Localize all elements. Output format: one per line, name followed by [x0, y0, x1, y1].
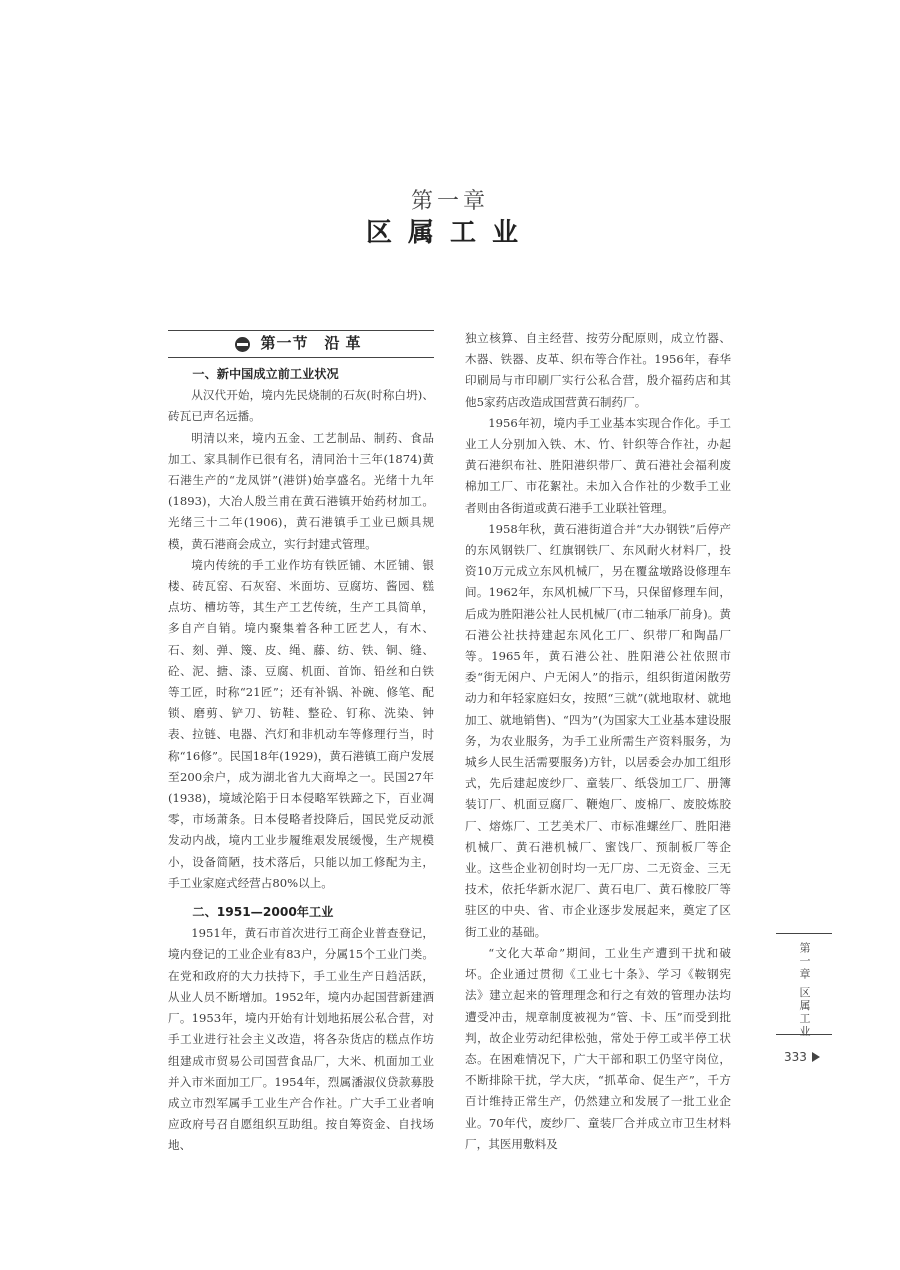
section-name: 沿革 [324, 334, 367, 353]
page-number-block [784, 1050, 820, 1064]
page-number: 333 [784, 1050, 807, 1064]
side-tab-text: 第一章 区属工业 [798, 942, 811, 1039]
paragraph: 明清以来，境内五金、工艺制品、制药、食品加工、家具制作已很有名，清同治十三年(1874)黄石港生产的“龙凤饼”(港饼)始享盛名。光绪十九年(1893)，大冶人殷兰甫在黄石港镇开始药材加工。光绪三十二年(1906)，黄石港镇手工业已颇具规模，黄石港商会成立，实行封建式管理。 [168, 430, 434, 551]
chapter-label: 第一章 [410, 189, 489, 214]
paragraph: “文化大革命”期间，工业生产遭到干扰和破坏。企业通过贯彻《工业七十条》、学习《鞍钢宪法》建立起来的管理理念和行之有效的管理办法均遭受冲击，规章制度被视为“管、卡、压”而受到批判，故企业劳动纪律松弛，常处于停工或半停工状态。在困难情况下，广大干部和职工仍坚守岗位，不断排除干扰，学大庆，“抓革命、促生产”，千方百计维持正常生产，仍然建立和发展了一批工业企业。70年代，废纱厂、童装厂合并成立市卫生材料厂，其医用敷料及 [465, 945, 731, 1151]
paragraph: 1958年秋，黄石港街道合并“大办钢铁”后停产的东风钢铁厂、红旗钢铁厂、东风耐火材料厂，投资10万元成立东风机械厂，另在覆盆墩路设修理车间。1962年，东风机械厂下马，只保留修理车间，后成为胜阳港公社人民机械厂(市二轴承厂前身)。黄石港公社扶持建起东风化工厂、织带厂和陶晶厂等。1965年，黄石港公社、胜阳港公社依照市委“街无闲户、户无闲人”的指示，组织街道闲散劳动力和年轻家庭妇女，按照“三就”(就地取材、就地加工、就地销售)、“四为”(为国家大工业基本建设服务，为农业服务，为手工业所需生产资料服务，为城乡人民生活需要服务)方针，以居委会办加工组形式，先后建起废纱厂、童装厂、纸袋加工厂、册簿装订厂、机面豆腐厂、鞭炮厂、废棉厂、废胶炼胶厂、熔炼厂、工艺美术厂、市标准螺丝厂、胜阳港机械厂、黄石港机械厂、蜜饯厂、预制板厂等企业。这些企业初创时均一无厂房、二无资金、三无技术，依托华新水泥厂、黄石电厂、黄石橡胶厂等驻区的中央、省、市企业逐步发展起来，奠定了区街工业的基础。 [465, 521, 731, 939]
subheading-pre-1949: 一、新中国成立前工业状况 [192, 367, 339, 381]
chapter-side-tab [776, 933, 832, 1039]
chapter-title: 区属工业 [365, 218, 534, 248]
subheading-1951-2000: 二、1951—2000年工业 [192, 905, 334, 920]
paragraph: 1951年，黄石市首次进行工商企业普查登记，境内登记的工业企业有83户，分属15个工业门类。在党和政府的大力扶持下，手工业生产日趋活跃，从业人员不断增加。1952年，境内办起国营新建酒厂。1953年，境内开始有计划地拓展公私合营，对手工业进行社会主义改造，将各杂货店的糕点作坊组建成市贸易公司国营食品厂，大米、机面加工业并入市米面加工厂。1954年，烈属潘淑仪贷款募股成立市烈军属手工业生产合作社。广大手工业者响应政府号召自愿组织互助组。按自筹资金、自找场地、 [168, 926, 434, 1153]
left-column [168, 328, 434, 1157]
page-arrow-icon [812, 1052, 820, 1062]
section-header [168, 330, 434, 358]
section-number: 第一节 [260, 334, 309, 353]
paragraph: 境内传统的手工业作坊有铁匠铺、木匠铺、银楼、砖瓦窑、石灰窑、米面坊、豆腐坊、酱园、糕点坊、槽坊等，其生产工艺传统，生产工具简单，多自产自销。境内聚集着各种工匠艺人，有木、石、刻、弹、篾、皮、绳、藤、纺、铁、铜、缝、砼、泥、搪、漆、豆腐、机面、首饰、铅丝和白铁等工匠，时称“21匠”；还有补锅、补碗、修笔、配锁、磨剪、铲刀、钫鞋、整砼、钉称、洗染、钟表、拉链、电器、汽灯和非机动车等修理行当，时称“16修”。民国18年(1929)，黄石港镇工商户发展至200余户，成为湖北省九大商埠之一。民国27年(1938)，境域沦陷于日本侵略军铁蹄之下，百业凋零，市场萧条。日本侵略者投降后，国民党反动派发动内战，境内工业步履维艰发展缓慢，生产规模小，设备简陋，技术落后，只能以加工修配为主，手工业家庭式经营占80%以上。 [168, 557, 434, 890]
paragraph: 独立核算、自主经营、按劳分配原则，成立竹器、木器、铁器、皮革、织布等合作社。1956年，春华印刷局与市印刷厂实行公私合营，殷介福药店和其他5家药店改造成国营黄石制药厂。 [465, 331, 731, 409]
right-column [465, 328, 731, 1155]
paragraph: 从汉代开始，境内先民烧制的石灰(时称白坍)、砖瓦已声名远播。 [168, 388, 434, 424]
section-emblem-icon [235, 337, 250, 352]
paragraph: 1956年初，境内手工业基本实现合作化。手工业工人分别加入铁、木、竹、针织等合作社，办起黄石港织布社、胜阳港织带厂、黄石港社会福利废棉加工厂、市花絮社。未加入合作社的少数手工业者则由各街道或黄石港手工业联社管理。 [465, 415, 731, 515]
